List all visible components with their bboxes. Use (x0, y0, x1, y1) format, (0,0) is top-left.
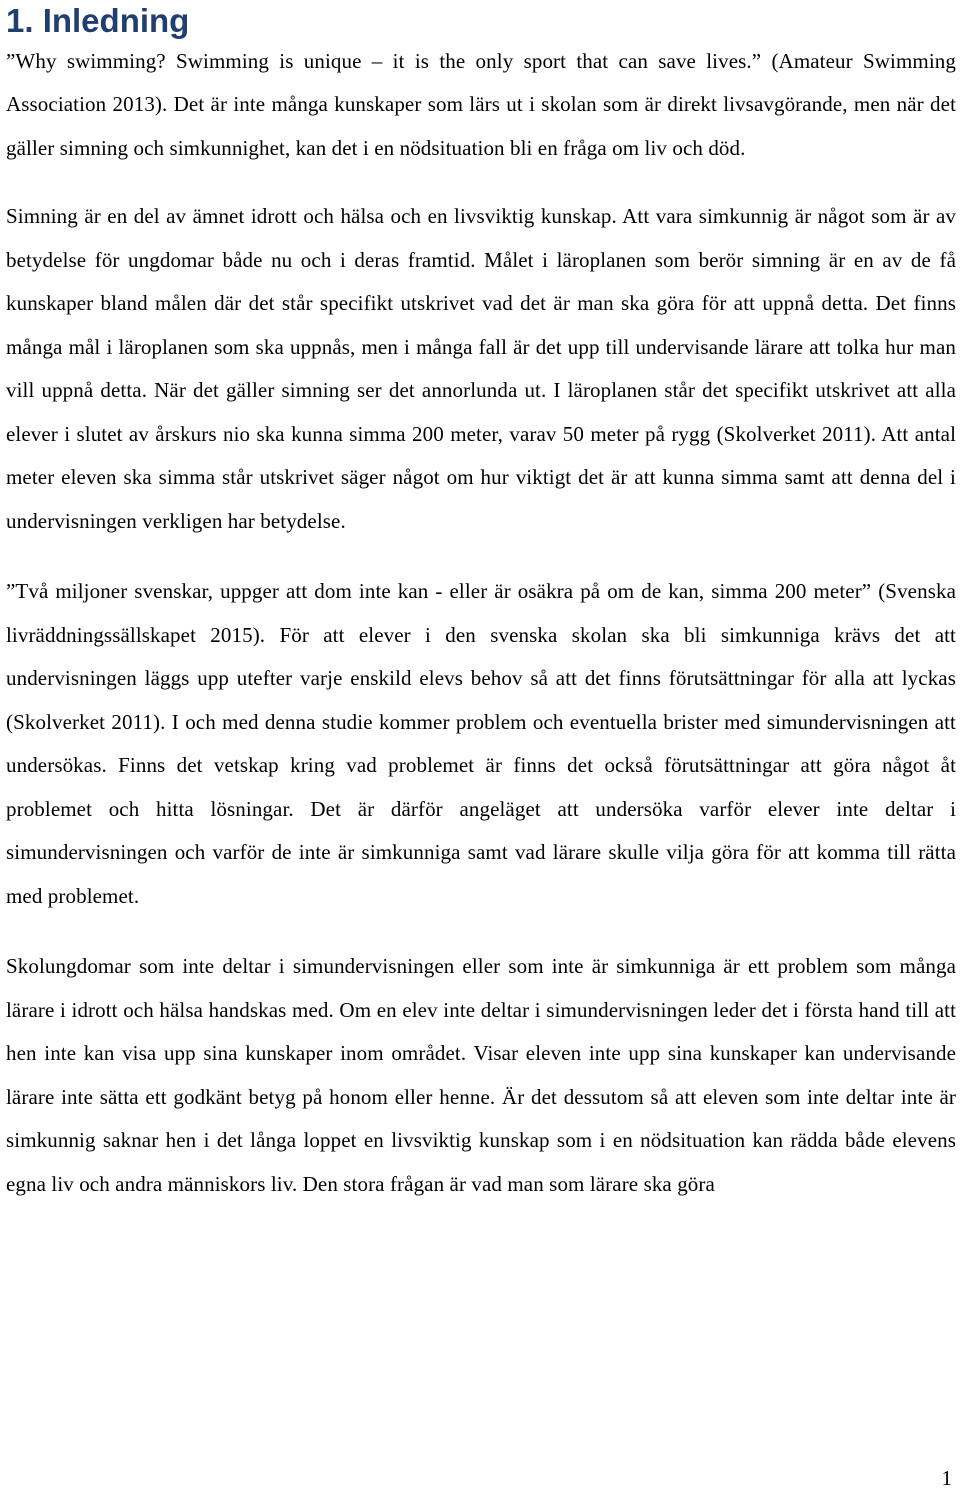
document-page (6, 0, 956, 1206)
paragraph-swimming-skills: ”Två miljoner svenskar, uppger att dom inte kan - eller är osäkra på om de kan, simma 200 meter” (Svenska livräddningssällskapet 2015). För att elever i den svenska skolan ska bli simkunniga krävs det att undervisningen läggs upp utefter varje enskild elevs behov så att det finns förutsättningar för alla att lyckas (Skolverket 2011). I och med denna studie kommer problem och eventuella brister med simundervisningen att undersökas. Finns det vetskap kring vad problemet är finns det också förutsättningar att göra något åt problemet och hitta lösningar. Det är därför angeläget att undersöka varför elever inte deltar i simundervisningen och varför de inte är simkunniga samt vad lärare skulle vilja göra för att komma till rätta med problemet. (6, 579, 956, 908)
paragraph-problem: Skolungdomar som inte deltar i simundervisningen eller som inte är simkunniga är ett problem som många lärare i idrott och hälsa handskas med. Om en elev inte deltar i simundervisningen leder det i första hand till att hen inte kan visa upp sina kunskaper inom området. Visar eleven inte upp sina kunskaper kan undervisande lärare inte sätta ett godkänt betyg på honom eller henne. Är det dessutom så att eleven som inte deltar inte är simkunnig saknar hen i det långa loppet en livsviktig kunskap som i en nödsituation kan rädda både elevens egna liv och andra människors liv. Den stora frågan är vad man som lärare ska göra (6, 954, 956, 1196)
paragraph-intro: ”Why swimming? Swimming is unique – it is the only sport that can save lives.” (Amateur Swimming Association 2013). Det är inte många kunskaper som lärs ut i skolan som är direkt livsavgörande, men när det gäller simning och simkunnighet, kan det i en nödsituation bli en fråga om liv och död. (6, 49, 956, 160)
paragraph-curriculum: Simning är en del av ämnet idrott och hälsa och en livsviktig kunskap. Att vara simkunnig är något som är av betydelse för ungdomar både nu och i deras framtid. Målet i läroplanen som berör simning är en av de få kunskaper bland målen där det står specifikt utskrivet vad det är man ska göra för att uppnå detta. Det finns många mål i läroplanen som ska uppnås, men i många fall är det upp till undervisande lärare att tolka hur man vill uppnå detta. När det gäller simning ser det annorlunda ut. I läroplanen står det specifikt utskrivet att alla elever i slutet av årskurs nio ska kunna simma 200 meter, varav 50 meter på rygg (Skolverket 2011). Att antal meter eleven ska simma står utskrivet säger något om hur viktigt det är att kunna simma samt att denna del i undervisningen verkligen har betydelse. (6, 204, 956, 533)
page-number: 1 (941, 1466, 952, 1490)
section-heading: 1. Inledning (6, 2, 190, 39)
